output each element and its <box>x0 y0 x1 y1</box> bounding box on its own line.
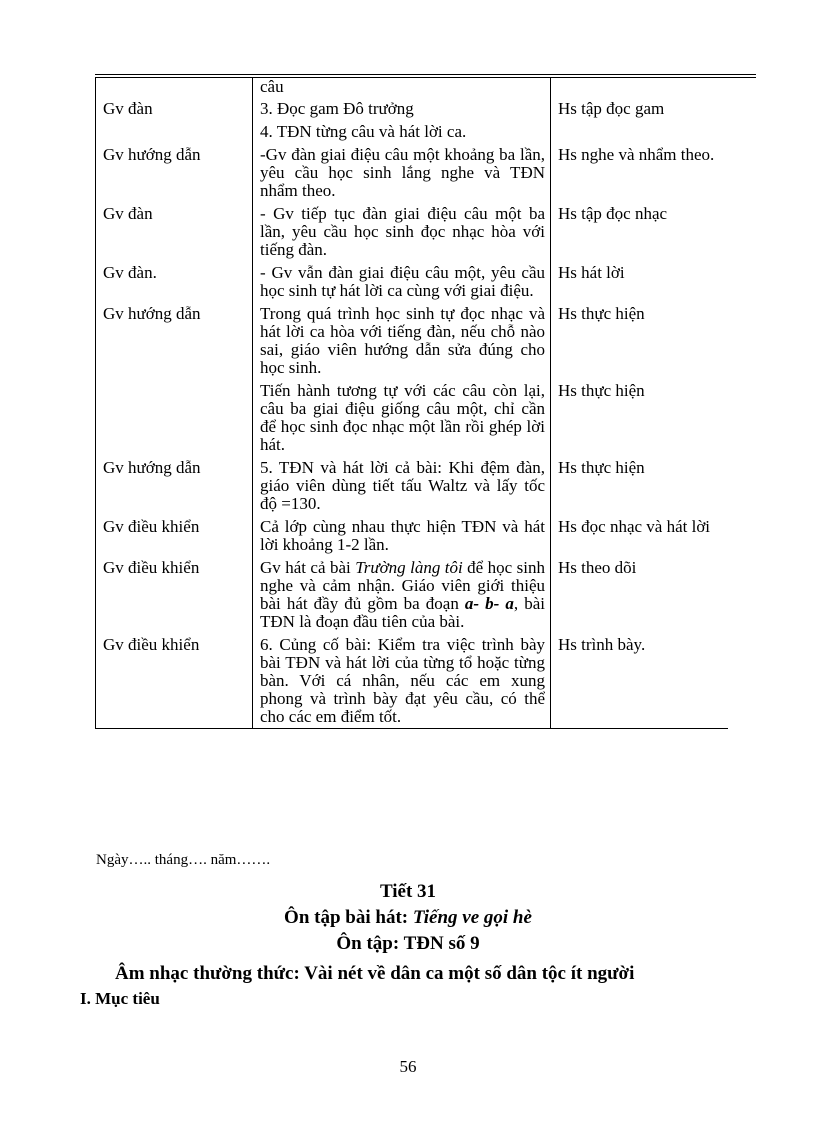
content-cell: - Gv vẫn đàn giai điệu câu một, yêu cầu học sinh tự hát lời ca cùng với giai điệu. <box>253 261 551 302</box>
content-text: Gv hát cả bài <box>260 558 356 577</box>
content-cell: Trong quá trình học sinh tự đọc nhạc và hát lời ca hòa với tiếng đàn, nếu chỗ nào sai, giáo viên hướng dẫn sửa đúng cho học sinh. <box>253 302 551 379</box>
song-title-italic: Trường làng tôi <box>355 558 463 577</box>
gv-cell: Gv đàn. <box>96 261 253 302</box>
gv-cell <box>96 76 253 98</box>
section-form-bold: a- b- a <box>464 594 514 613</box>
table-margin-column <box>728 76 756 729</box>
gv-cell: Gv đàn <box>96 202 253 261</box>
hs-cell: Hs tập đọc nhạc <box>551 202 728 261</box>
table-row <box>96 633 756 729</box>
hs-cell <box>551 120 728 143</box>
content-cell: 3. Đọc gam Đô trưởng <box>253 98 551 120</box>
gv-cell: Gv hướng dẫn <box>96 456 253 515</box>
content-cell: 5. TĐN và hát lời cả bài: Khi đệm đàn, giáo viên dùng tiết tấu Waltz và lấy tốc độ =130. <box>253 456 551 515</box>
hs-cell: Hs theo dõi <box>551 556 728 633</box>
hs-cell: Hs nghe và nhẩm theo. <box>551 143 728 202</box>
table-row <box>96 202 756 261</box>
hs-cell: Hs tập đọc gam <box>551 98 728 120</box>
gv-cell: Gv đàn <box>96 98 253 120</box>
table-row <box>96 76 756 98</box>
lesson-table <box>95 74 756 729</box>
content-cell: Tiến hành tương tự với các câu còn lại, câu ba giai điệu giống câu một, chỉ cần để học sinh đọc nhạc một lần rồi ghép lời hát. <box>253 379 551 456</box>
gv-cell: Gv điều khiển <box>96 515 253 556</box>
review-song-name: Tiếng ve gọi hè <box>412 907 532 928</box>
hs-cell: Hs hát lời <box>551 261 728 302</box>
review-song-prefix: Ôn tập bài hát: <box>284 907 413 928</box>
table-row <box>96 120 756 143</box>
date-line: Ngày….. tháng…. năm……. <box>96 852 271 868</box>
content-cell: -Gv đàn giai điệu câu một khoảng ba lần, yêu cầu học sinh lắng nghe và TĐN nhẩm theo. <box>253 143 551 202</box>
content-text: , bài TĐN là đoạn đầu tiên của bài. <box>260 594 545 631</box>
table-row <box>96 456 756 515</box>
table-row <box>96 143 756 202</box>
table-row <box>96 302 756 379</box>
table-row <box>96 556 756 633</box>
gv-cell: Gv hướng dẫn <box>96 302 253 379</box>
content-cell: 4. TĐN từng câu và hát lời ca. <box>253 120 551 143</box>
table-row <box>96 379 756 456</box>
review-song-heading <box>0 907 816 929</box>
review-tdn-heading: Ôn tập: TĐN số 9 <box>336 933 480 954</box>
table-row <box>96 515 756 556</box>
section-heading: I. Mục tiêu <box>80 989 160 1008</box>
music-theory-heading: Âm nhạc thường thức: Vài nét về dân ca một số dân tộc ít người <box>115 963 635 984</box>
lesson-title: Tiết 31 <box>379 881 437 902</box>
table-row <box>96 98 756 120</box>
hs-cell: Hs trình bày. <box>551 633 728 729</box>
hs-cell: Hs thực hiện <box>551 379 728 456</box>
content-cell <box>253 556 551 633</box>
page-number: 56 <box>399 1057 417 1076</box>
gv-cell <box>96 120 253 143</box>
hs-cell: Hs đọc nhạc và hát lời <box>551 515 728 556</box>
content-cell: câu <box>253 76 551 98</box>
hs-cell: Hs thực hiện <box>551 456 728 515</box>
gv-cell: Gv điều khiển <box>96 556 253 633</box>
content-cell: Cả lớp cùng nhau thực hiện TĐN và hát lời khoảng 1-2 lần. <box>253 515 551 556</box>
hs-cell: Hs thực hiện <box>551 302 728 379</box>
gv-cell <box>96 379 253 456</box>
content-cell: - Gv tiếp tục đàn giai điệu câu một ba lần, yêu cầu học sinh đọc nhạc hòa với tiếng đàn. <box>253 202 551 261</box>
content-text: để học sinh nghe và cảm nhận. Giáo viên giới thiệu bài hát đầy đủ gồm ba đoạn <box>260 558 545 613</box>
table-row <box>96 261 756 302</box>
gv-cell: Gv hướng dẫn <box>96 143 253 202</box>
content-cell: 6. Củng cố bài: Kiểm tra việc trình bày bài TĐN và hát lời của từng tổ hoặc từng bàn. Với cá nhân, nếu các em xung phong và trình bày đạt yêu cầu, có thể cho các em điểm tốt. <box>253 633 551 729</box>
gv-cell: Gv điều khiển <box>96 633 253 729</box>
hs-cell <box>551 76 728 98</box>
